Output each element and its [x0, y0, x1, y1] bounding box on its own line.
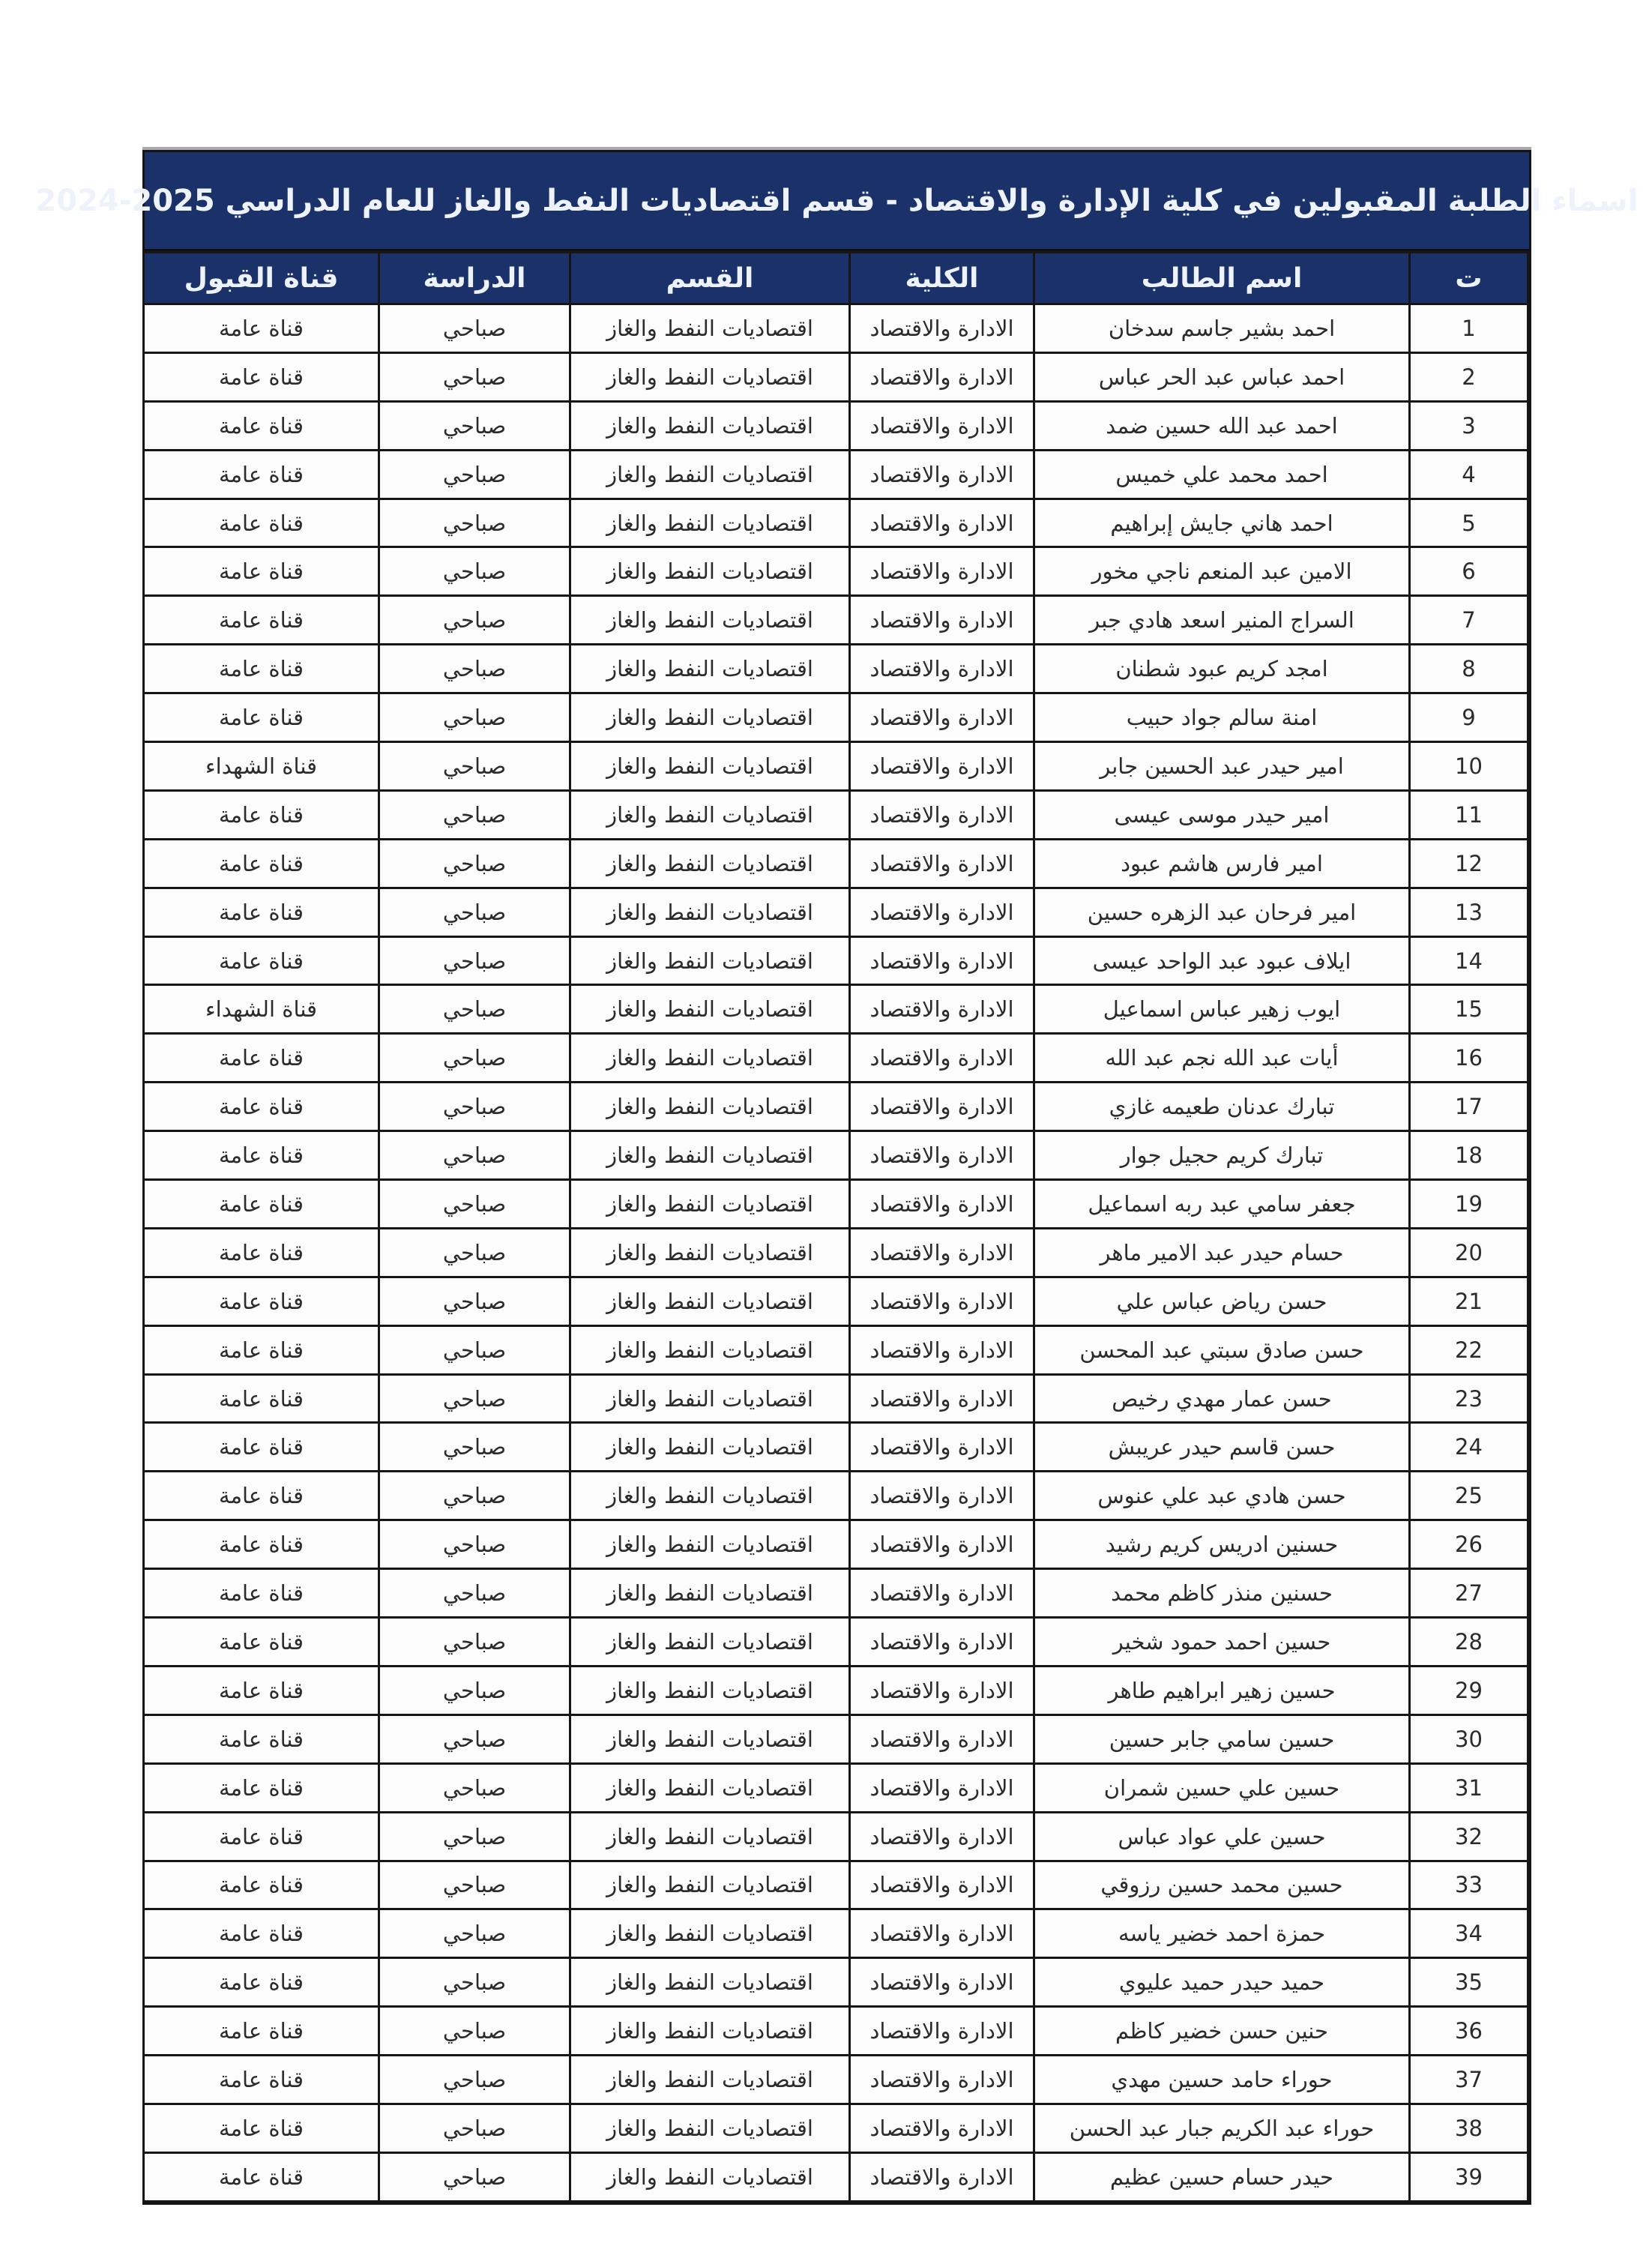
table-body — [144, 304, 1528, 2202]
cell-study: صباحي — [379, 1325, 570, 1374]
cell-channel: قناة عامة — [144, 499, 379, 547]
cell-row-number: 31 — [1410, 1763, 1528, 1812]
cell-row-number: 27 — [1410, 1569, 1528, 1618]
cell-row-number: 12 — [1410, 839, 1528, 888]
cell-college: الادارة والاقتصاد — [850, 547, 1034, 596]
cell-college: الادارة والاقتصاد — [850, 1374, 1034, 1423]
cell-student-name: حيدر حسام حسين عظيم — [1034, 2152, 1410, 2201]
cell-row-number: 39 — [1410, 2152, 1528, 2201]
cell-study: صباحي — [379, 401, 570, 450]
table-row — [144, 1714, 1528, 1763]
cell-row-number: 23 — [1410, 1374, 1528, 1423]
cell-row-number: 35 — [1410, 1958, 1528, 2007]
cell-student-name: حسام حيدر عبد الامير ماهر — [1034, 1228, 1410, 1277]
cell-channel: قناة عامة — [144, 1714, 379, 1763]
cell-department: اقتصاديات النفط والغاز — [570, 888, 850, 936]
col-header-study: الدراسة — [379, 253, 570, 304]
cell-college: الادارة والاقتصاد — [850, 888, 1034, 936]
cell-row-number: 14 — [1410, 936, 1528, 985]
table-row — [144, 2104, 1528, 2152]
cell-student-name: حسين سامي جابر حسين — [1034, 1714, 1410, 1763]
cell-student-name: احمد عباس عبد الحر عباس — [1034, 352, 1410, 401]
table-row — [144, 401, 1528, 450]
cell-college: الادارة والاقتصاد — [850, 1714, 1034, 1763]
cell-college: الادارة والاقتصاد — [850, 839, 1034, 888]
cell-student-name: احمد محمد علي خميس — [1034, 450, 1410, 499]
cell-student-name: حسن قاسم حيدر عريبش — [1034, 1423, 1410, 1472]
cell-study: صباحي — [379, 2152, 570, 2201]
cell-college: الادارة والاقتصاد — [850, 352, 1034, 401]
cell-department: اقتصاديات النفط والغاز — [570, 1861, 850, 1909]
cell-study: صباحي — [379, 1034, 570, 1083]
cell-channel: قناة عامة — [144, 1325, 379, 1374]
cell-department: اقتصاديات النفط والغاز — [570, 1325, 850, 1374]
cell-department: اقتصاديات النفط والغاز — [570, 596, 850, 645]
cell-college: الادارة والاقتصاد — [850, 450, 1034, 499]
cell-college: الادارة والاقتصاد — [850, 1131, 1034, 1180]
cell-study: صباحي — [379, 1569, 570, 1618]
table-row — [144, 645, 1528, 693]
cell-study: صباحي — [379, 1131, 570, 1180]
cell-student-name: ايلاف عبود عبد الواحد عيسى — [1034, 936, 1410, 985]
cell-department: اقتصاديات النفط والغاز — [570, 742, 850, 791]
cell-student-name: حسين احمد حمود شخير — [1034, 1618, 1410, 1667]
cell-study: صباحي — [379, 1763, 570, 1812]
cell-channel: قناة عامة — [144, 645, 379, 693]
table-row — [144, 888, 1528, 936]
cell-row-number: 34 — [1410, 1909, 1528, 1958]
cell-channel: قناة الشهداء — [144, 985, 379, 1034]
cell-channel: قناة عامة — [144, 1374, 379, 1423]
cell-student-name: الامين عبد المنعم ناجي مخور — [1034, 547, 1410, 596]
cell-department: اقتصاديات النفط والغاز — [570, 1131, 850, 1180]
cell-study: صباحي — [379, 596, 570, 645]
cell-department: اقتصاديات النفط والغاز — [570, 790, 850, 839]
cell-department: اقتصاديات النفط والغاز — [570, 1666, 850, 1714]
table-row — [144, 1861, 1528, 1909]
cell-study: صباحي — [379, 1714, 570, 1763]
table-row — [144, 352, 1528, 401]
table-row — [144, 1569, 1528, 1618]
cell-row-number: 3 — [1410, 401, 1528, 450]
cell-study: صباحي — [379, 1180, 570, 1229]
cell-study: صباحي — [379, 839, 570, 888]
cell-channel: قناة الشهداء — [144, 742, 379, 791]
cell-row-number: 7 — [1410, 596, 1528, 645]
cell-department: اقتصاديات النفط والغاز — [570, 1472, 850, 1520]
cell-student-name: حنين حسن خضير كاظم — [1034, 2007, 1410, 2056]
cell-department: اقتصاديات النفط والغاز — [570, 1277, 850, 1325]
cell-channel: قناة عامة — [144, 2056, 379, 2104]
cell-student-name: حسن عمار مهدي رخيص — [1034, 1374, 1410, 1423]
cell-student-name: حسنين منذر كاظم محمد — [1034, 1569, 1410, 1618]
table-row — [144, 1958, 1528, 2007]
cell-channel: قناة عامة — [144, 1666, 379, 1714]
cell-student-name: امير فرحان عبد الزهره حسين — [1034, 888, 1410, 936]
cell-college: الادارة والاقتصاد — [850, 1228, 1034, 1277]
cell-channel: قناة عامة — [144, 352, 379, 401]
table-row — [144, 1277, 1528, 1325]
cell-channel: قناة عامة — [144, 401, 379, 450]
cell-channel: قناة عامة — [144, 2007, 379, 2056]
table-row — [144, 1083, 1528, 1131]
cell-department: اقتصاديات النفط والغاز — [570, 839, 850, 888]
cell-row-number: 15 — [1410, 985, 1528, 1034]
cell-student-name: امنة سالم جواد حبيب — [1034, 693, 1410, 742]
cell-study: صباحي — [379, 1958, 570, 2007]
table-row — [144, 1812, 1528, 1861]
cell-channel: قناة عامة — [144, 1763, 379, 1812]
cell-row-number: 8 — [1410, 645, 1528, 693]
cell-department: اقتصاديات النفط والغاز — [570, 693, 850, 742]
cell-college: الادارة والاقتصاد — [850, 596, 1034, 645]
cell-department: اقتصاديات النفط والغاز — [570, 547, 850, 596]
cell-college: الادارة والاقتصاد — [850, 1618, 1034, 1667]
cell-department: اقتصاديات النفط والغاز — [570, 1423, 850, 1472]
cell-department: اقتصاديات النفط والغاز — [570, 1520, 850, 1569]
cell-college: الادارة والاقتصاد — [850, 1277, 1034, 1325]
cell-department: اقتصاديات النفط والغاز — [570, 2104, 850, 2152]
cell-college: الادارة والاقتصاد — [850, 1569, 1034, 1618]
table-row — [144, 547, 1528, 596]
cell-channel: قناة عامة — [144, 1131, 379, 1180]
cell-row-number: 32 — [1410, 1812, 1528, 1861]
cell-study: صباحي — [379, 742, 570, 791]
cell-channel: قناة عامة — [144, 1520, 379, 1569]
cell-student-name: احمد هاني جايش إبراهيم — [1034, 499, 1410, 547]
table-row — [144, 742, 1528, 791]
col-header-department: القسم — [570, 253, 850, 304]
cell-row-number: 1 — [1410, 304, 1528, 353]
table-row — [144, 1520, 1528, 1569]
cell-department: اقتصاديات النفط والغاز — [570, 936, 850, 985]
table-row — [144, 1180, 1528, 1229]
cell-study: صباحي — [379, 1812, 570, 1861]
table-row — [144, 1909, 1528, 1958]
cell-department: اقتصاديات النفط والغاز — [570, 352, 850, 401]
cell-row-number: 9 — [1410, 693, 1528, 742]
cell-channel: قناة عامة — [144, 2104, 379, 2152]
cell-row-number: 24 — [1410, 1423, 1528, 1472]
table-row — [144, 985, 1528, 1034]
cell-department: اقتصاديات النفط والغاز — [570, 1374, 850, 1423]
cell-study: صباحي — [379, 1374, 570, 1423]
cell-study: صباحي — [379, 1228, 570, 1277]
table-row — [144, 790, 1528, 839]
cell-student-name: جعفر سامي عبد ربه اسماعيل — [1034, 1180, 1410, 1229]
cell-department: اقتصاديات النفط والغاز — [570, 1034, 850, 1083]
cell-college: الادارة والاقتصاد — [850, 1812, 1034, 1861]
cell-student-name: أيات عبد الله نجم عبد الله — [1034, 1034, 1410, 1083]
cell-department: اقتصاديات النفط والغاز — [570, 304, 850, 353]
cell-row-number: 20 — [1410, 1228, 1528, 1277]
table-row — [144, 1666, 1528, 1714]
table-row — [144, 499, 1528, 547]
cell-student-name: حسين علي حسين شمران — [1034, 1763, 1410, 1812]
cell-row-number: 38 — [1410, 2104, 1528, 2152]
cell-study: صباحي — [379, 499, 570, 547]
cell-channel: قناة عامة — [144, 1812, 379, 1861]
cell-channel: قناة عامة — [144, 1958, 379, 2007]
cell-department: اقتصاديات النفط والغاز — [570, 1569, 850, 1618]
cell-channel: قناة عامة — [144, 1472, 379, 1520]
table-row — [144, 596, 1528, 645]
cell-row-number: 22 — [1410, 1325, 1528, 1374]
cell-channel: قناة عامة — [144, 693, 379, 742]
cell-row-number: 16 — [1410, 1034, 1528, 1083]
cell-department: اقتصاديات النفط والغاز — [570, 401, 850, 450]
cell-college: الادارة والاقتصاد — [850, 985, 1034, 1034]
cell-study: صباحي — [379, 985, 570, 1034]
cell-row-number: 13 — [1410, 888, 1528, 936]
students-table — [142, 251, 1529, 2203]
cell-student-name: تبارك كريم حجيل جوار — [1034, 1131, 1410, 1180]
table-row — [144, 1374, 1528, 1423]
cell-study: صباحي — [379, 1909, 570, 1958]
cell-student-name: السراج المنير اسعد هادي جبر — [1034, 596, 1410, 645]
cell-study: صباحي — [379, 1520, 570, 1569]
table-row — [144, 1472, 1528, 1520]
cell-student-name: ايوب زهير عباس اسماعيل — [1034, 985, 1410, 1034]
cell-channel: قناة عامة — [144, 888, 379, 936]
cell-college: الادارة والاقتصاد — [850, 936, 1034, 985]
cell-college: الادارة والاقتصاد — [850, 1423, 1034, 1472]
cell-row-number: 11 — [1410, 790, 1528, 839]
table-row — [144, 1131, 1528, 1180]
cell-department: اقتصاديات النفط والغاز — [570, 450, 850, 499]
admission-list-table — [35, 150, 1639, 2205]
table-row — [144, 839, 1528, 888]
cell-row-number: 29 — [1410, 1666, 1528, 1714]
cell-student-name: احمد عبد الله حسين ضمد — [1034, 401, 1410, 450]
col-header-channel: قناة القبول — [144, 253, 379, 304]
table-row — [144, 1423, 1528, 1472]
cell-channel: قناة عامة — [144, 304, 379, 353]
cell-row-number: 6 — [1410, 547, 1528, 596]
cell-student-name: تبارك عدنان طعيمه غازي — [1034, 1083, 1410, 1131]
cell-study: صباحي — [379, 547, 570, 596]
cell-student-name: حميد حيدر حميد عليوي — [1034, 1958, 1410, 2007]
cell-student-name: امجد كريم عبود شطنان — [1034, 645, 1410, 693]
cell-row-number: 33 — [1410, 1861, 1528, 1909]
cell-row-number: 4 — [1410, 450, 1528, 499]
cell-college: الادارة والاقتصاد — [850, 401, 1034, 450]
cell-study: صباحي — [379, 693, 570, 742]
cell-channel: قناة عامة — [144, 1180, 379, 1229]
cell-channel: قناة عامة — [144, 1861, 379, 1909]
table-row — [144, 2007, 1528, 2056]
cell-study: صباحي — [379, 1666, 570, 1714]
cell-row-number: 17 — [1410, 1083, 1528, 1131]
cell-student-name: حسين علي عواد عباس — [1034, 1812, 1410, 1861]
col-header-no: ت — [1410, 253, 1528, 304]
cell-row-number: 19 — [1410, 1180, 1528, 1229]
cell-department: اقتصاديات النفط والغاز — [570, 1228, 850, 1277]
cell-department: اقتصاديات النفط والغاز — [570, 2152, 850, 2201]
cell-college: الادارة والاقتصاد — [850, 1472, 1034, 1520]
cell-row-number: 26 — [1410, 1520, 1528, 1569]
cell-study: صباحي — [379, 790, 570, 839]
table-row — [144, 1763, 1528, 1812]
cell-department: اقتصاديات النفط والغاز — [570, 1763, 850, 1812]
cell-study: صباحي — [379, 645, 570, 693]
cell-student-name: حوراء عبد الكريم جبار عبد الحسن — [1034, 2104, 1410, 2152]
header-row — [144, 253, 1528, 304]
cell-college: الادارة والاقتصاد — [850, 1958, 1034, 2007]
cell-channel: قناة عامة — [144, 1083, 379, 1131]
cell-study: صباحي — [379, 1423, 570, 1472]
table-title: اسماء الطلبة المقبولين في كلية الإدارة والاقتصاد - قسم اقتصاديات النفط والغاز للعام الدراسي 2025-2024 — [145, 152, 1529, 251]
cell-channel: قناة عامة — [144, 1423, 379, 1472]
table-row — [144, 1325, 1528, 1374]
cell-department: اقتصاديات النفط والغاز — [570, 2007, 850, 2056]
cell-study: صباحي — [379, 1277, 570, 1325]
col-header-name: اسم الطالب — [1034, 253, 1410, 304]
cell-student-name: امير حيدر موسى عيسى — [1034, 790, 1410, 839]
cell-channel: قناة عامة — [144, 547, 379, 596]
cell-department: اقتصاديات النفط والغاز — [570, 499, 850, 547]
cell-college: الادارة والاقتصاد — [850, 1666, 1034, 1714]
cell-student-name: احمد بشير جاسم سدخان — [1034, 304, 1410, 353]
cell-study: صباحي — [379, 2104, 570, 2152]
cell-row-number: 37 — [1410, 2056, 1528, 2104]
cell-study: صباحي — [379, 1618, 570, 1667]
cell-college: الادارة والاقتصاد — [850, 304, 1034, 353]
cell-college: الادارة والاقتصاد — [850, 2056, 1034, 2104]
cell-department: اقتصاديات النفط والغاز — [570, 1714, 850, 1763]
cell-college: الادارة والاقتصاد — [850, 1520, 1034, 1569]
cell-row-number: 28 — [1410, 1618, 1528, 1667]
cell-college: الادارة والاقتصاد — [850, 1763, 1034, 1812]
cell-channel: قناة عامة — [144, 2152, 379, 2201]
cell-department: اقتصاديات النفط والغاز — [570, 1812, 850, 1861]
cell-channel: قناة عامة — [144, 1277, 379, 1325]
cell-college: الادارة والاقتصاد — [850, 2007, 1034, 2056]
cell-student-name: حسين محمد حسين رزوقي — [1034, 1861, 1410, 1909]
cell-channel: قناة عامة — [144, 839, 379, 888]
cell-department: اقتصاديات النفط والغاز — [570, 1618, 850, 1667]
cell-department: اقتصاديات النفط والغاز — [570, 985, 850, 1034]
cell-row-number: 10 — [1410, 742, 1528, 791]
cell-study: صباحي — [379, 304, 570, 353]
cell-department: اقتصاديات النفط والغاز — [570, 1909, 850, 1958]
cell-study: صباحي — [379, 352, 570, 401]
cell-college: الادارة والاقتصاد — [850, 645, 1034, 693]
cell-channel: قناة عامة — [144, 1034, 379, 1083]
cell-study: صباحي — [379, 1472, 570, 1520]
cell-channel: قناة عامة — [144, 936, 379, 985]
cell-department: اقتصاديات النفط والغاز — [570, 1180, 850, 1229]
cell-college: الادارة والاقتصاد — [850, 1909, 1034, 1958]
cell-row-number: 2 — [1410, 352, 1528, 401]
cell-college: الادارة والاقتصاد — [850, 1861, 1034, 1909]
cell-department: اقتصاديات النفط والغاز — [570, 2056, 850, 2104]
cell-row-number: 36 — [1410, 2007, 1528, 2056]
cell-row-number: 30 — [1410, 1714, 1528, 1763]
cell-channel: قناة عامة — [144, 790, 379, 839]
cell-channel: قناة عامة — [144, 1569, 379, 1618]
cell-row-number: 25 — [1410, 1472, 1528, 1520]
cell-student-name: حسن رياض عباس علي — [1034, 1277, 1410, 1325]
cell-study: صباحي — [379, 936, 570, 985]
cell-row-number: 5 — [1410, 499, 1528, 547]
cell-college: الادارة والاقتصاد — [850, 2104, 1034, 2152]
table-row — [144, 1034, 1528, 1083]
cell-student-name: حسن هادي عبد علي عنوس — [1034, 1472, 1410, 1520]
cell-study: صباحي — [379, 1083, 570, 1131]
cell-college: الادارة والاقتصاد — [850, 1034, 1034, 1083]
table-row — [144, 693, 1528, 742]
cell-study: صباحي — [379, 450, 570, 499]
cell-college: الادارة والاقتصاد — [850, 1325, 1034, 1374]
cell-study: صباحي — [379, 2056, 570, 2104]
cell-student-name: حوراء حامد حسين مهدي — [1034, 2056, 1410, 2104]
cell-college: الادارة والاقتصاد — [850, 2152, 1034, 2201]
cell-row-number: 21 — [1410, 1277, 1528, 1325]
col-header-college: الكلية — [850, 253, 1034, 304]
table-row — [144, 450, 1528, 499]
cell-student-name: حسن صادق سبتي عبد المحسن — [1034, 1325, 1410, 1374]
cell-department: اقتصاديات النفط والغاز — [570, 645, 850, 693]
cell-study: صباحي — [379, 2007, 570, 2056]
cell-channel: قناة عامة — [144, 450, 379, 499]
table-row — [144, 2056, 1528, 2104]
cell-student-name: حسين زهير ابراهيم طاهر — [1034, 1666, 1410, 1714]
cell-study: صباحي — [379, 888, 570, 936]
cell-channel: قناة عامة — [144, 1228, 379, 1277]
cell-department: اقتصاديات النفط والغاز — [570, 1083, 850, 1131]
cell-college: الادارة والاقتصاد — [850, 790, 1034, 839]
cell-channel: قناة عامة — [144, 1909, 379, 1958]
cell-channel: قناة عامة — [144, 596, 379, 645]
cell-study: صباحي — [379, 1861, 570, 1909]
cell-college: الادارة والاقتصاد — [850, 1083, 1034, 1131]
cell-row-number: 18 — [1410, 1131, 1528, 1180]
cell-college: الادارة والاقتصاد — [850, 1180, 1034, 1229]
cell-department: اقتصاديات النفط والغاز — [570, 1958, 850, 2007]
table-row — [144, 1618, 1528, 1667]
cell-channel: قناة عامة — [144, 1618, 379, 1667]
cell-student-name: حمزة احمد خضير ياسه — [1034, 1909, 1410, 1958]
cell-college: الادارة والاقتصاد — [850, 693, 1034, 742]
cell-college: الادارة والاقتصاد — [850, 499, 1034, 547]
cell-college: الادارة والاقتصاد — [850, 742, 1034, 791]
table-row — [144, 304, 1528, 353]
table-row — [144, 2152, 1528, 2201]
cell-student-name: حسنين ادريس كريم رشيد — [1034, 1520, 1410, 1569]
cell-student-name: امير فارس هاشم عبود — [1034, 839, 1410, 888]
table-row — [144, 936, 1528, 985]
table-row — [144, 1228, 1528, 1277]
cell-student-name: امير حيدر عبد الحسين جابر — [1034, 742, 1410, 791]
